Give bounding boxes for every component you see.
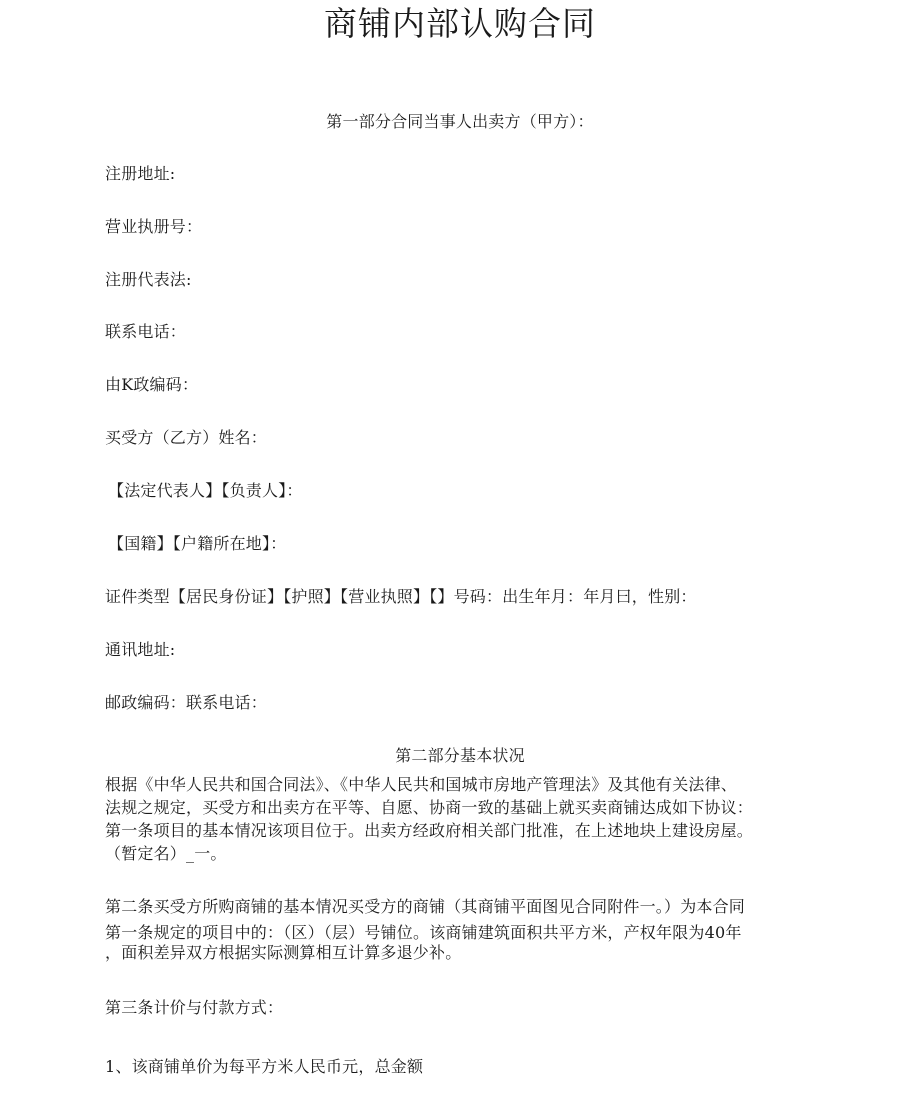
representative-label: 【法定代表人】【负责人】： <box>108 481 303 500</box>
id-type-line: 证件类型【居民身份证】【护照】【营业执照】【】号码：出生年月：年月曰，性别： <box>105 587 697 606</box>
intro-line: 法规之规定，买受方和出卖方在平等、自愿、协商一致的基础上就买卖商铺达成如下协议： <box>105 798 754 817</box>
article2-line: 第二条买受方所购商铺的基本情况买受方的商铺（其商铺平面图见合同附件一。）为本合同 <box>105 897 746 916</box>
article3-item1: 1、该商铺单价为每平方米人民币元，总金额 <box>105 1057 424 1076</box>
buyer-name-label: 买受方（乙方）姓名： <box>105 428 268 447</box>
business-license-label: 营业执册号： <box>105 217 203 236</box>
article2-line: 第一条规定的项目中的：（区）（层）号铺位。该商铺建筑面积共平方米，产权年限为40年 <box>105 923 742 942</box>
document-title: 商铺内部认购合同 <box>324 4 596 43</box>
article2-line: ，面积差异双方根据实际测算相互计算多退少补。 <box>105 943 462 962</box>
mailing-address-label: 通讯地址: <box>105 640 176 659</box>
registered-address-label: 注册地址: <box>105 164 176 183</box>
postal-and-phone-label: 邮政编码：联系电话： <box>105 693 268 712</box>
part1-heading: 第一部分合同当事人出卖方（甲方）： <box>326 112 594 131</box>
article1-line: 第一条项目的基本情况该项目位于。出卖方经政府相关部门批准，在上述地块上建设房屋。 <box>105 821 754 840</box>
article3-heading: 第三条计价与付款方式： <box>105 998 284 1017</box>
legal-representative-label: 注册代表法: <box>105 270 192 289</box>
postal-code-label: 由K政编码： <box>105 375 199 394</box>
phone-label: 联系电话： <box>105 322 187 341</box>
nationality-label: 【国籍】【户籍所在地】： <box>108 534 287 553</box>
article1-line: （暂定名）_一。 <box>105 844 227 863</box>
part2-heading: 第二部分基本状况 <box>395 746 525 765</box>
intro-line: 根据《中华人民共和国合同法》、《中华人民共和国城市房地产管理法》及其他有关法律、 <box>105 775 738 794</box>
